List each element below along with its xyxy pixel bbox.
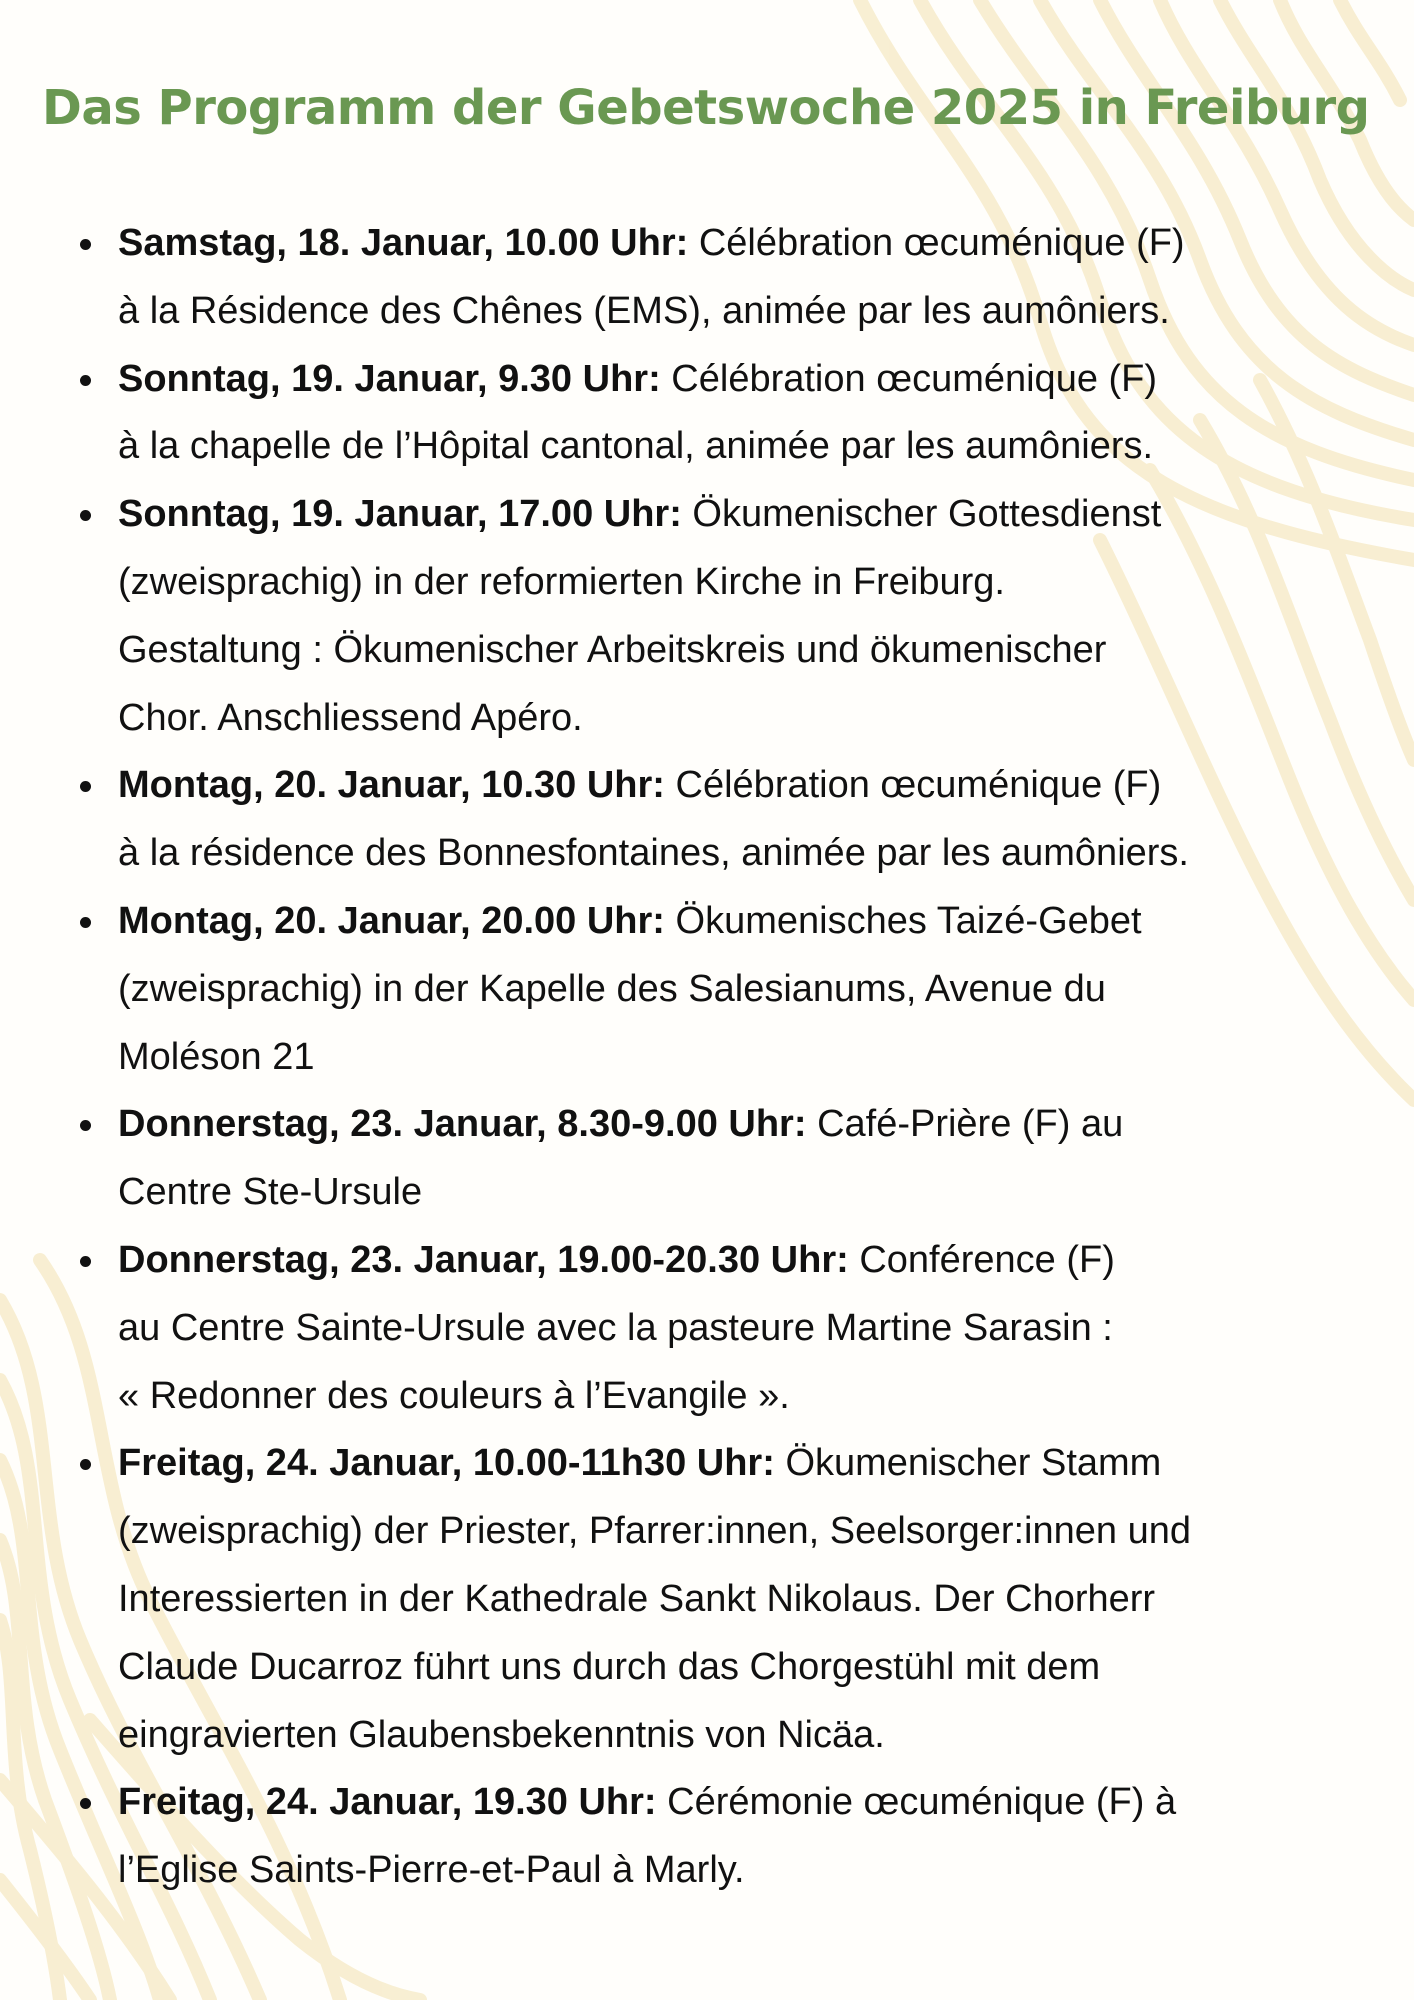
program-item: [118, 1091, 1358, 1227]
program-item-text: Célébration œcuménique (F): [675, 764, 1162, 807]
program-item: [118, 346, 1358, 482]
program-item-datetime: Freitag, 24. Januar, 19.30 Uhr:: [118, 1781, 657, 1824]
program-item-line: [118, 346, 1358, 414]
program-item-line: [118, 617, 1358, 685]
program-item: [118, 752, 1358, 888]
program-item-text: à la résidence des Bonnesfontaines, animée par les aumôniers.: [118, 832, 1189, 875]
program-item-text: Célébration œcuménique (F): [671, 357, 1158, 400]
program-item-datetime: Sonntag, 19. Januar, 9.30 Uhr:: [118, 357, 661, 400]
program-item-line: [118, 1769, 1358, 1837]
program-item-line: [118, 1634, 1358, 1702]
program-item-line: [118, 685, 1358, 753]
program-item-text: Chor. Anschliessend Apéro.: [118, 696, 583, 739]
program-item: [118, 1769, 1358, 1905]
program-item-datetime: Montag, 20. Januar, 10.30 Uhr:: [118, 764, 665, 807]
program-item-line: [118, 752, 1358, 820]
program-item-line: [118, 1227, 1358, 1295]
program-item-text: au Centre Sainte-Ursule avec la pasteure Martine Sarasin :: [118, 1306, 1113, 1349]
program-item-text: Ökumenisches Taizé-Gebet: [675, 899, 1142, 942]
program-item-line: [118, 1295, 1358, 1363]
program-item-text: Gestaltung : Ökumenischer Arbeitskreis und ökumenischer: [118, 628, 1107, 671]
program-item-line: [118, 1702, 1358, 1770]
program-item-datetime: Samstag, 18. Januar, 10.00 Uhr:: [118, 222, 689, 264]
program-item-text: Centre Ste-Ursule: [118, 1171, 423, 1214]
program-item: [118, 481, 1358, 752]
program-item-datetime: Montag, 20. Januar, 20.00 Uhr:: [118, 899, 665, 942]
program-item-text: Claude Ducarroz führt uns durch das Chorgestühl mit dem: [118, 1645, 1101, 1688]
program-item-line: [118, 549, 1358, 617]
program-item-line: [118, 210, 1358, 278]
program-item-line: [118, 1024, 1358, 1092]
program-item-line: [118, 1566, 1358, 1634]
program-item: [118, 210, 1358, 346]
program-item-text: Café-Prière (F) au: [817, 1103, 1124, 1146]
program-item-line: [118, 1363, 1358, 1431]
program-item-line: [118, 1091, 1358, 1159]
program-item-line: [118, 1159, 1358, 1227]
program-item-text: à la chapelle de l’Hôpital cantonal, animée par les aumôniers.: [118, 425, 1154, 468]
program-item-text: eingravierten Glaubensbekenntnis von Nicäa.: [118, 1713, 885, 1756]
program-item-text: Interessierten in der Kathedrale Sankt Nikolaus. Der Chorherr: [118, 1577, 1156, 1620]
program-item-text: Conférence (F): [859, 1238, 1115, 1281]
program-item-datetime: Freitag, 24. Januar, 10.00-11h30 Uhr:: [118, 1442, 775, 1485]
program-item-line: [118, 481, 1358, 549]
program-item-text: à la Résidence des Chênes (EMS), animée par les aumôniers.: [118, 289, 1170, 332]
program-item-text: Cérémonie œcuménique (F) à: [667, 1781, 1177, 1824]
program-item-text: (zweisprachig) in der Kapelle des Salesianums, Avenue du: [118, 967, 1106, 1010]
program-item-datetime: Sonntag, 19. Januar, 17.00 Uhr:: [118, 493, 682, 536]
program-item-line: [118, 956, 1358, 1024]
program-item-text: Ökumenischer Gottesdienst: [692, 493, 1162, 536]
program-item-line: [118, 413, 1358, 481]
program-item-line: [118, 1498, 1358, 1566]
program-item-text: Célébration œcuménique (F): [698, 222, 1185, 264]
program-item-line: [118, 888, 1358, 956]
program-item-line: [118, 820, 1358, 888]
program-list: [118, 210, 1358, 1905]
program-item-line: [118, 278, 1358, 346]
program-item-datetime: Donnerstag, 23. Januar, 19.00-20.30 Uhr:: [118, 1238, 849, 1281]
program-item: [118, 888, 1358, 1091]
program-item-text: (zweisprachig) in der reformierten Kirche in Freiburg.: [118, 560, 1005, 603]
page-title: Das Programm der Gebetswoche 2025 in Freiburg: [42, 80, 1370, 136]
program-item-line: [118, 1837, 1358, 1905]
program-item: [118, 1227, 1358, 1430]
program-item-datetime: Donnerstag, 23. Januar, 8.30-9.00 Uhr:: [118, 1103, 807, 1146]
program-item-line: [118, 1430, 1358, 1498]
program-item-text: Ökumenischer Stamm: [785, 1442, 1162, 1485]
program-item-text: l’Eglise Saints-Pierre-et-Paul à Marly.: [118, 1849, 745, 1892]
program-item-text: « Redonner des couleurs à l’Evangile ».: [118, 1374, 790, 1417]
program-item-text: Moléson 21: [118, 1035, 315, 1078]
program-item: [118, 1430, 1358, 1769]
program-item-text: (zweisprachig) der Priester, Pfarrer:innen, Seelsorger:innen und: [118, 1510, 1191, 1553]
